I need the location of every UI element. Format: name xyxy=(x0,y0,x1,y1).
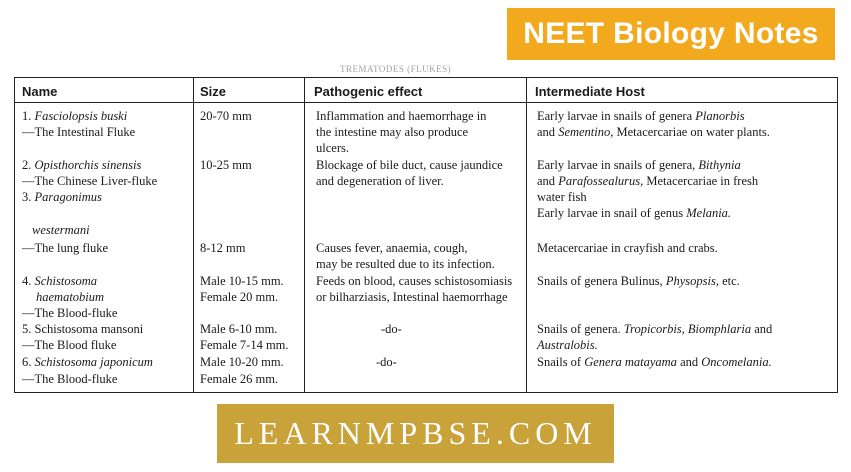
row-name: 4. Schistosoma xyxy=(22,274,97,288)
row-size: Male 10-15 mm. xyxy=(200,274,284,288)
row-common-name: —The lung fluke xyxy=(22,241,109,255)
row-host-line: Australobis. xyxy=(537,338,598,352)
row-common-name: —The Blood fluke xyxy=(22,338,117,352)
row-host-line: water fish xyxy=(537,190,587,204)
row-size: 10-25 mm xyxy=(200,158,252,172)
row-size: 8-12 mm xyxy=(200,241,246,255)
row-host-line: Early larvae in snail of genus Melania. xyxy=(537,206,732,220)
header-name: Name xyxy=(22,84,58,99)
row-name-cont: haematobium xyxy=(36,290,105,304)
row-effect-line: -do- xyxy=(376,355,397,369)
row-size: Male 10-20 mm. xyxy=(200,355,284,369)
row-name: 6. Schistosoma japonicum xyxy=(22,355,153,369)
row-name: 3. Paragonimus xyxy=(22,190,102,204)
row-name: 1. Fasciolopsis buski xyxy=(22,109,128,123)
row-effect-line: -do- xyxy=(381,322,402,336)
column-divider xyxy=(304,77,305,393)
row-effect-line: Inflammation and haemorrhage in xyxy=(316,109,487,123)
row-size: 20-70 mm xyxy=(200,109,252,123)
table-caption: TREMATODES (FLUKES) xyxy=(340,64,452,74)
row-host-line: Snails of Genera matayama and Oncomelania. xyxy=(537,355,772,369)
header-pathogenic-effect: Pathogenic effect xyxy=(314,84,423,99)
row-common-name: —The Chinese Liver-fluke xyxy=(22,174,158,188)
column-divider xyxy=(193,77,194,393)
row-size: Female 26 mm. xyxy=(200,372,279,386)
row-host-line: Snails of genera. Tropicorbis, Biomphlaria and xyxy=(537,322,773,336)
row-host-line: and Parafossealurus, Metacercariae in fresh xyxy=(537,174,759,188)
row-name: 2. Opisthorchis sinensis xyxy=(22,158,142,172)
row-size: Female 20 mm. xyxy=(200,290,279,304)
row-host-line: Metacercariae in crayfish and crabs. xyxy=(537,241,718,255)
row-host-line: Early larvae in snails of genera Planorbis xyxy=(537,109,745,123)
row-host-line: and Sementino, Metacercariae on water plants. xyxy=(537,125,770,139)
brand-banner-top: NEET Biology Notes xyxy=(507,8,835,60)
row-effect-line: Causes fever, anaemia, cough, xyxy=(316,241,468,255)
row-effect-line: or bilharziasis, Intestinal haemorrhage xyxy=(316,290,508,304)
row-host-line: Early larvae in snails of genera, Bithynia xyxy=(537,158,741,172)
row-common-name: —The Intestinal Fluke xyxy=(22,125,136,139)
row-common-name: —The Blood-fluke xyxy=(22,306,118,320)
brand-banner-bottom: LEARNMPBSE.COM xyxy=(217,404,614,463)
row-common-name: —The Blood-fluke xyxy=(22,372,118,386)
row-name: 5. Schistosoma mansoni xyxy=(22,322,144,336)
row-effect-line: the intestine may also produce xyxy=(316,125,469,139)
header-rule xyxy=(14,102,838,103)
row-effect-line: Feeds on blood, causes schistosomiasis xyxy=(316,274,513,288)
row-name-cont: westermani xyxy=(32,223,90,237)
row-effect-line: and degeneration of liver. xyxy=(316,174,444,188)
row-host-line: Snails of genera Bulinus, Physopsis, etc. xyxy=(537,274,740,288)
header-intermediate-host: Intermediate Host xyxy=(535,84,645,99)
row-effect-line: ulcers. xyxy=(316,141,349,155)
column-divider xyxy=(526,77,527,393)
row-size: Female 7-14 mm. xyxy=(200,338,289,352)
header-size: Size xyxy=(200,84,227,99)
row-effect-line: may be resulted due to its infection. xyxy=(316,257,495,271)
row-effect-line: Blockage of bile duct, cause jaundice xyxy=(316,158,503,172)
row-size: Male 6-10 mm. xyxy=(200,322,278,336)
